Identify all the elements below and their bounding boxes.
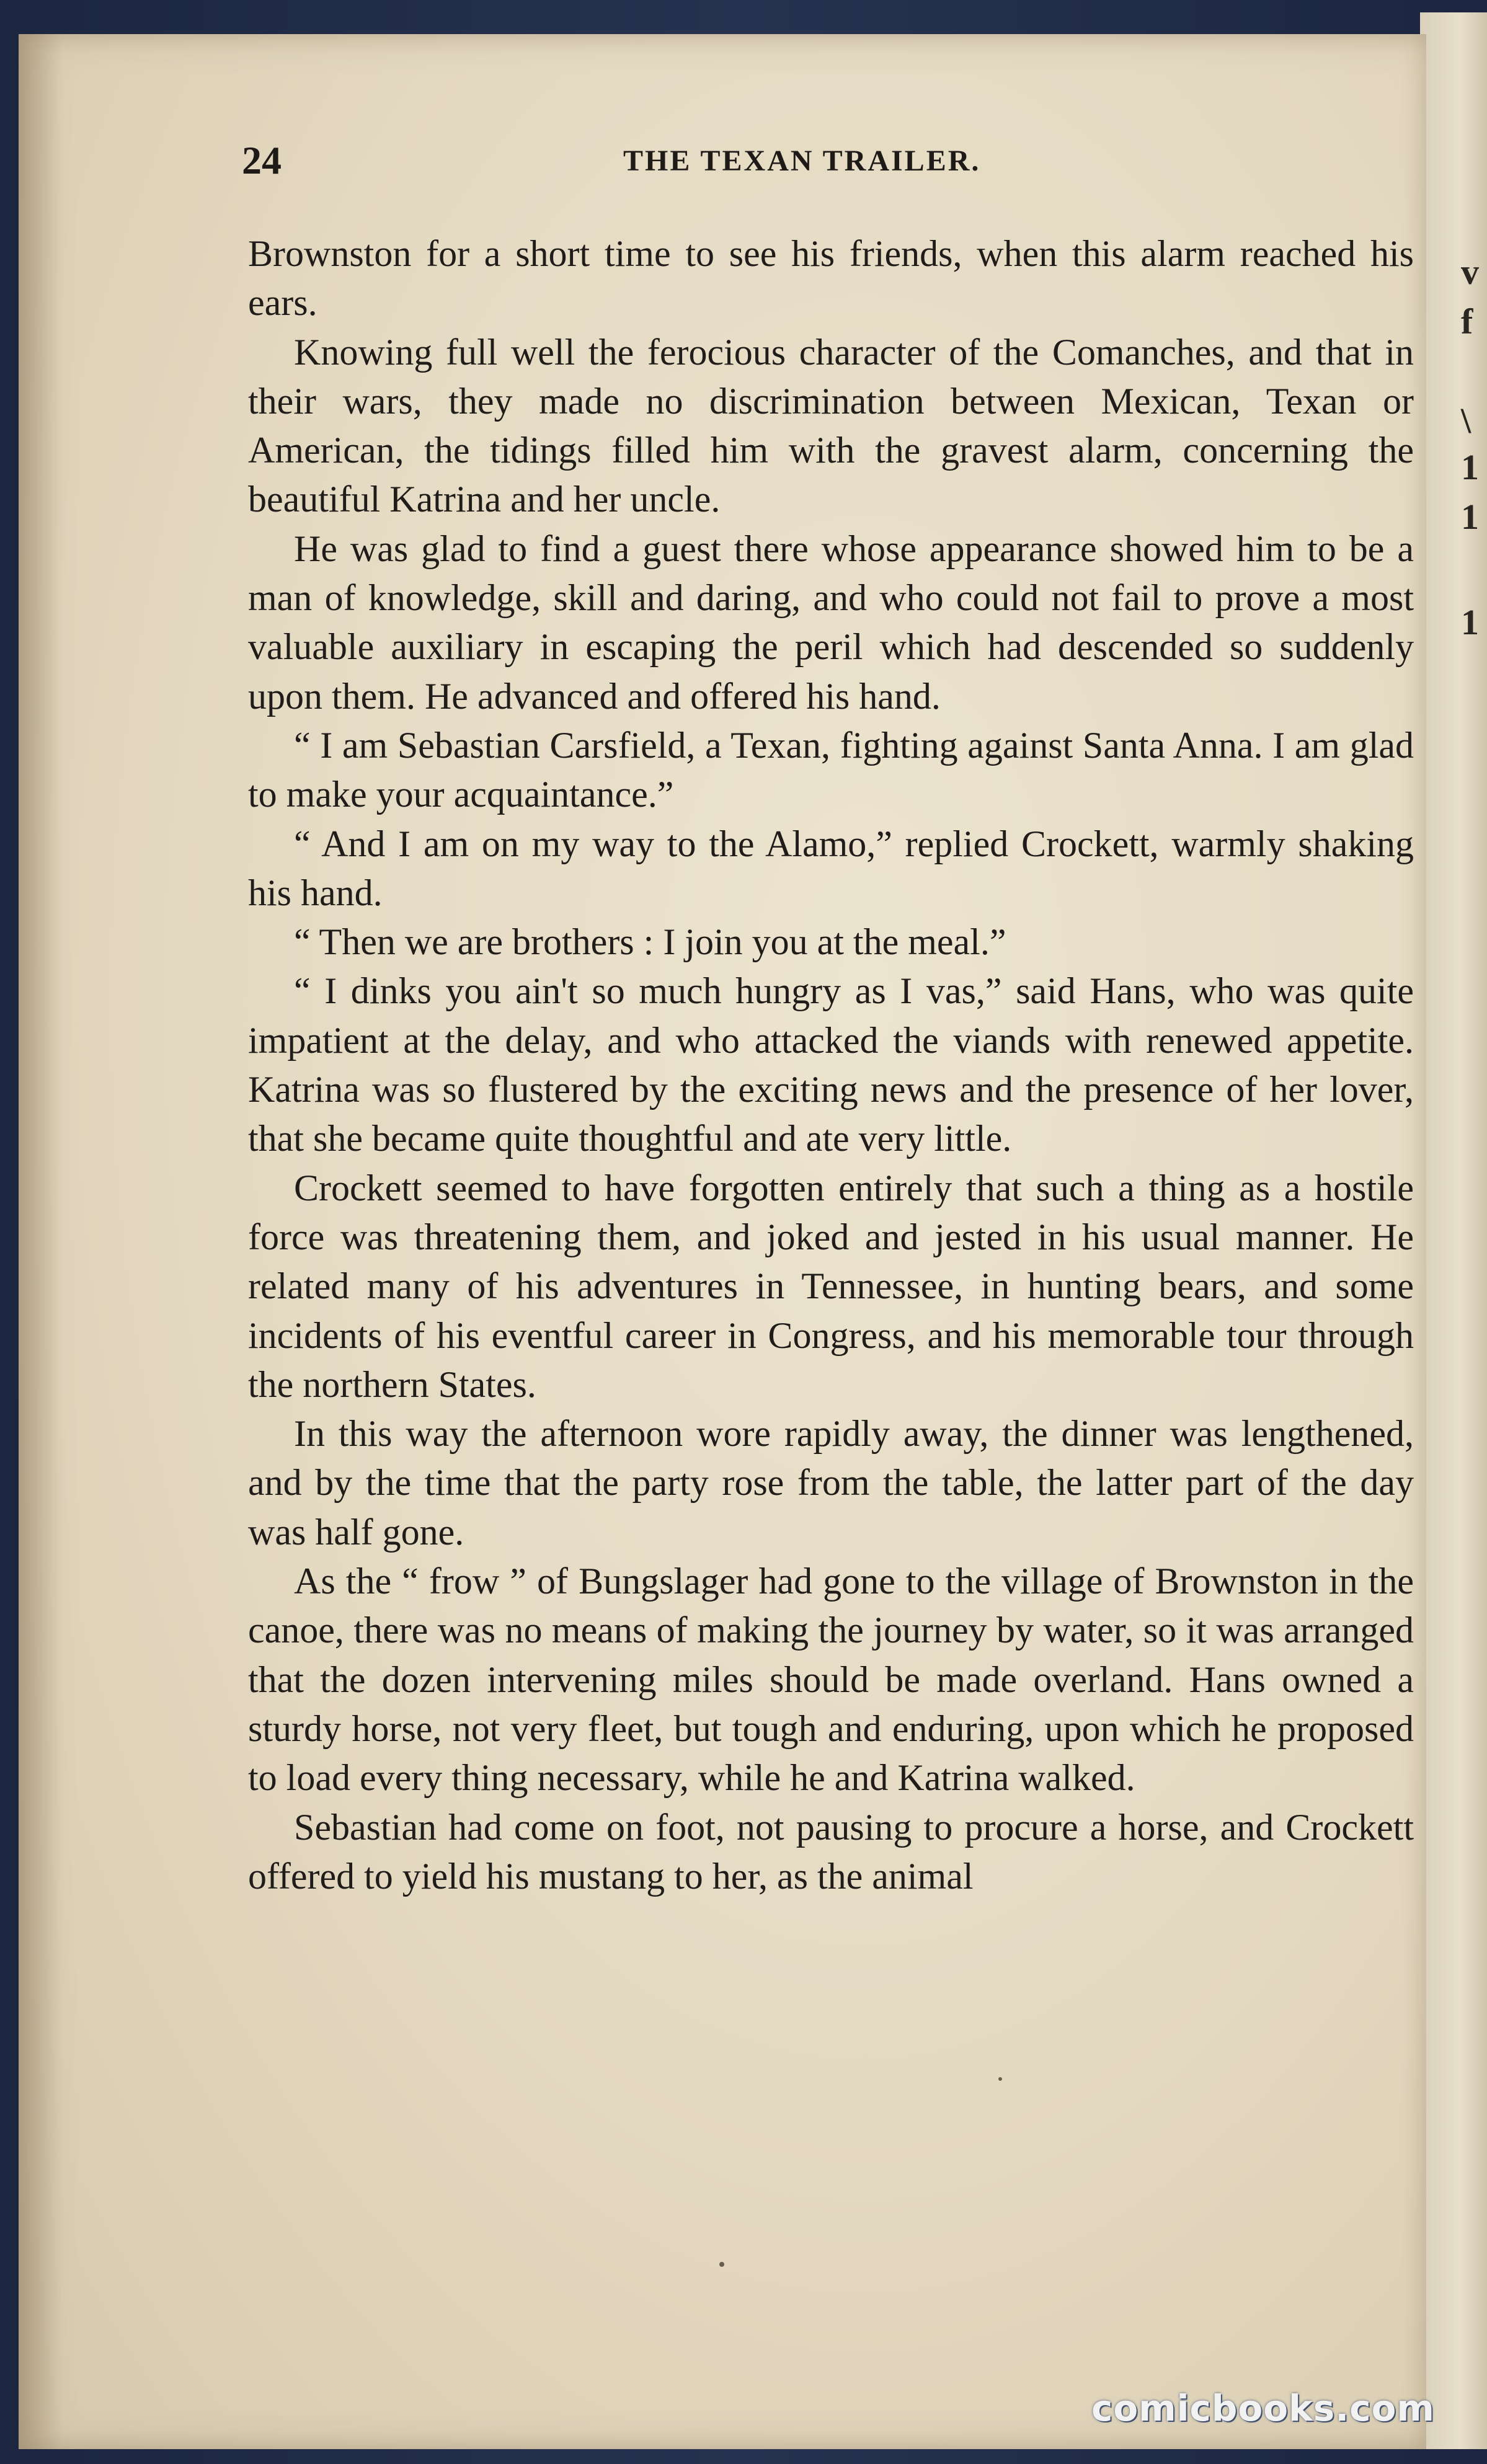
paragraph: “ Then we are brothers : I join you at the meal.”: [294, 921, 1006, 963]
adjacent-page-edge: [1420, 12, 1487, 2449]
paper-speck: [998, 2077, 1002, 2081]
paragraph: “ And I am on my way to the Alamo,” replied Crockett, warmly shaking his hand.: [248, 823, 1414, 913]
paragraph: Sebastian had come on foot, not pausing to procure a horse, and Crockett offered to yield his mustang to her, as the animal: [248, 1806, 1414, 1897]
paper-speck: [719, 2262, 724, 2267]
adjacent-page-fragment: v: [1461, 252, 1479, 292]
page-gutter-shadow: [19, 34, 62, 2449]
paragraph: “ I am Sebastian Carsfield, a Texan, fighting against Santa Anna. I am glad to make your acquaintance.”: [248, 724, 1414, 815]
paragraph: He was glad to find a guest there whose appearance showed him to be a man of knowledge, skill and daring, and who could not fail to prove a most valuable auxiliary in escaping the peril which had descended so suddenly upon them. He advanced and offered his hand.: [248, 528, 1414, 717]
paragraph: Knowing full well the ferocious character of the Comanches, and that in their wars, they made no discrimination between Mexican, Texan or American, the tidings filled him with the gravest alarm, concerning the beautiful Katrina and her uncle.: [248, 331, 1414, 520]
adjacent-page-fragment: 1: [1461, 447, 1479, 487]
site-watermark: comicbooks.com: [1091, 2387, 1435, 2429]
paragraph: “ I dinks you ain't so much hungry as I vas,” said Hans, who was quite impatient at the delay, and who attacked the viands with renewed appetite. Katrina was so flustered by the exciting news and the presence of her lover, that she became quite thoughtful and ate very little.: [248, 970, 1414, 1159]
paragraph: Crockett seemed to have forgotten entirely that such a thing as a hostile force was threatening them, and joked and jested in his usual manner. He related many of his adventures in Tennessee, in hunting bears, and some incidents of his eventful career in Congress, and his memorable tour through the northern States.: [248, 1167, 1414, 1405]
running-title: THE TEXAN TRAILER.: [623, 144, 981, 177]
adjacent-page-fragment: f: [1461, 301, 1473, 342]
paragraph: In this way the afternoon wore rapidly away, the dinner was lengthened, and by the time that the party rose from the table, the latter part of the day was half gone.: [248, 1413, 1414, 1553]
adjacent-page-fragment: 1: [1461, 497, 1479, 537]
adjacent-page-fragment: 1: [1461, 602, 1479, 642]
paragraph: Brownston for a short time to see his friends, when this alarm reached his ears.: [248, 233, 1414, 324]
page-number: 24: [242, 138, 282, 182]
body-text: [248, 229, 1414, 1901]
adjacent-page-fragment: \: [1461, 401, 1471, 441]
paragraph: As the “ frow ” of Bungslager had gone to the village of Brownston in the canoe, there was no means of making the journey by water, so it was arranged that the dozen intervening miles should be made overland. Hans owned a sturdy horse, not very fleet, but tough and enduring, upon which he proposed to load every thing necessary, while he and Katrina walked.: [248, 1561, 1414, 1799]
